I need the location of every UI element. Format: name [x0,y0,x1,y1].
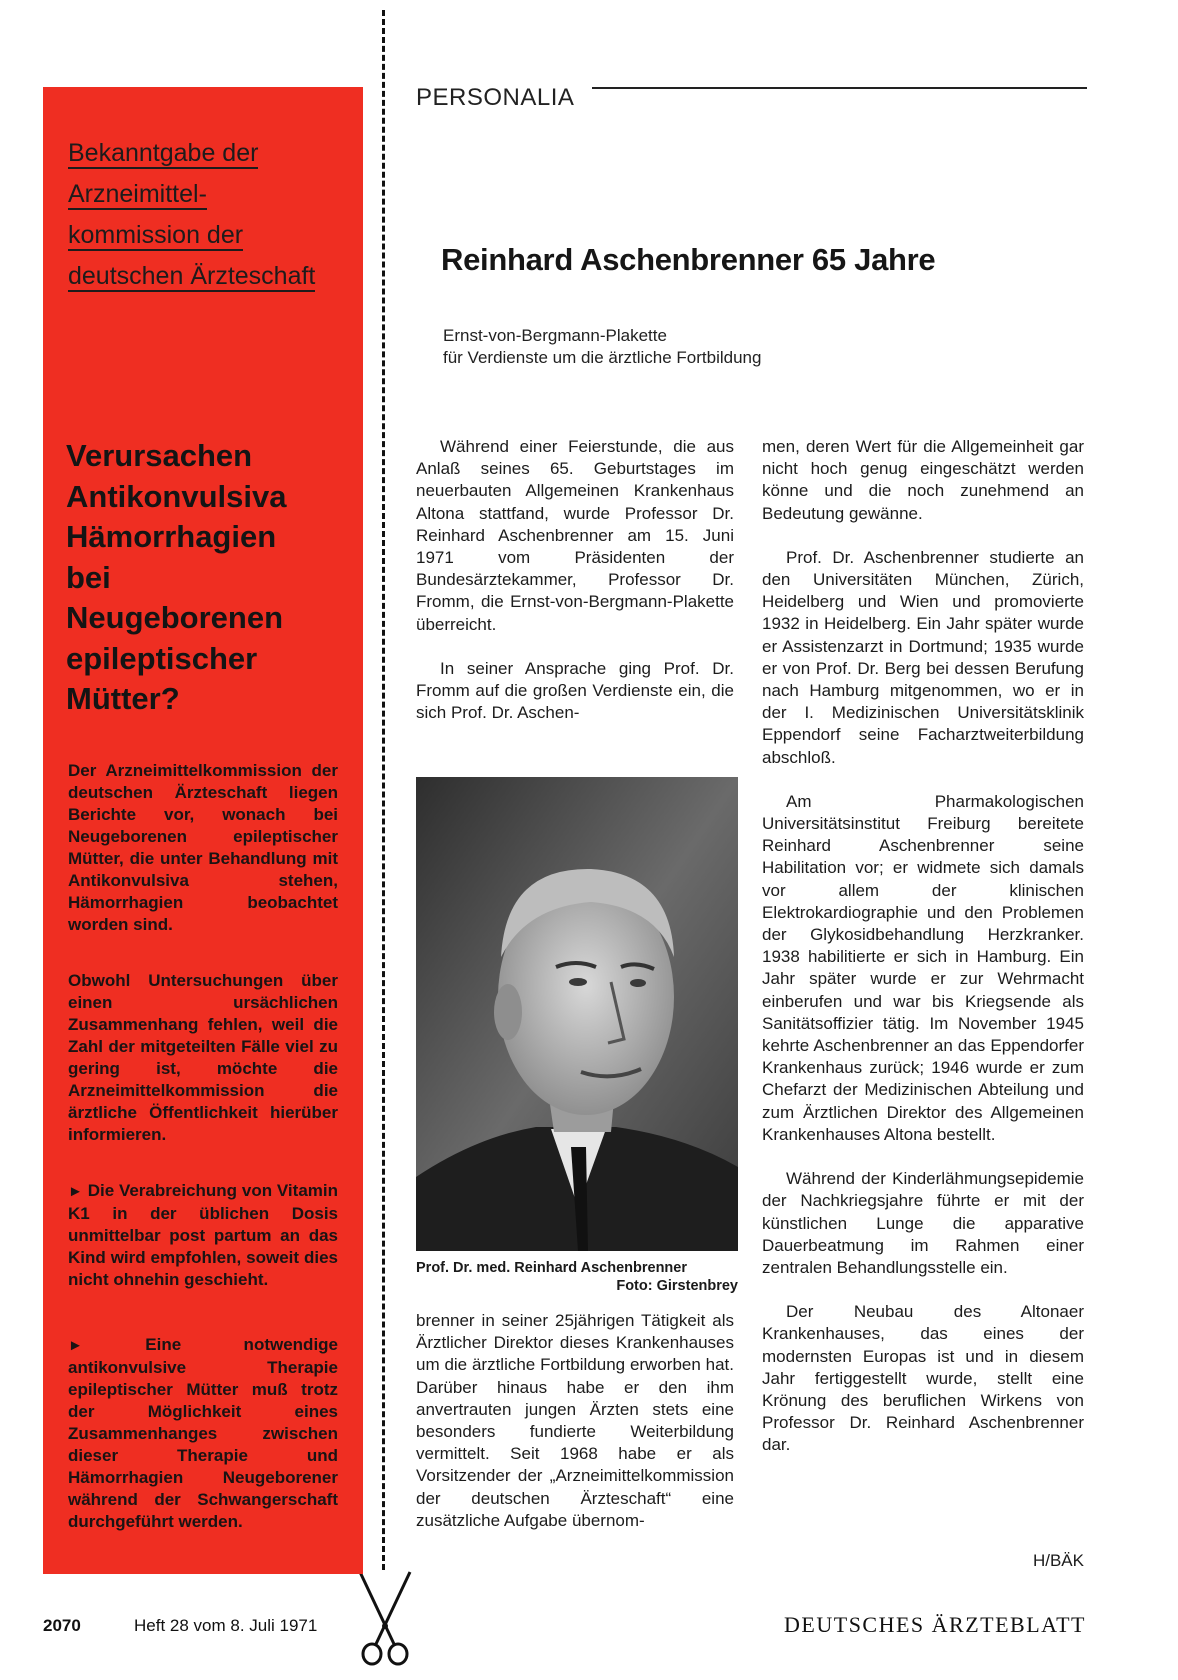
sidebar-heading-line: Arzneimittel- [68,180,207,208]
sidebar-heading-line: Bekanntgabe der [68,139,259,167]
photo-caption [416,1259,738,1295]
portrait-image [416,777,738,1251]
page-number: 2070 [43,1616,81,1635]
article-paragraph: brenner in seiner 25jährigen Tätigkeit als Ärztlicher Direktor dieses Krankenhauses um die ärztliche Fortbildung erworben hat. Darüber hinaus habe er den ihm anvertrauten jungen Ärzten stets eine besonders fundierte Weiterbildung vermittelt. Seit 1968 habe er als Vorsitzender der „Arzneimittelkommission der deutschen Ärzteschaft“ eine zusätzliche Aufgabe übernom- [416,1311,734,1530]
article-subheading: Ernst-von-Bergmann-Plakette [443,326,667,345]
article-column-1-top [416,436,734,724]
journal-name: DEUTSCHES ÄRZTEBLATT [784,1612,1086,1637]
photo-credit: Foto: Girstenbrey [616,1278,738,1294]
scissors-icon [354,1568,416,1668]
sidebar-title-line: Antikonvulsiva [66,478,287,514]
article-paragraph: Während der Kinderlähmungsepidemie der Nachkriegsjahre führte er mit der künstlichen Lunge die apparative Dauerbeatmung im Rahmen einer zentralen Behandlungsstelle ein. [762,1169,1084,1277]
sidebar-title-line: Hämorrhagien [66,519,277,554]
sidebar-title [66,436,351,720]
sidebar-heading [68,133,358,297]
issue-info: Heft 28 vom 8. Juli 1971 [134,1616,318,1635]
sidebar-bullet [68,1180,338,1291]
article-paragraph: men, deren Wert für die Allgemeinheit gar nicht hoch genug eingeschätzt werden könne und die noch zunehmend an Bedeutung gewänne. [762,437,1084,523]
sidebar-title-line: Mütter? [66,681,180,716]
bullet-triangle-icon: ► [68,1337,83,1354]
sidebar-paragraph: Obwohl Untersuchungen über einen ursächlichen Zusammenhang fehlen, weil die Zahl der mitgeteilten Fälle viel zu gering ist, möchte die Arzneimittelkommission die ärztliche Öffentlichkeit hierüber informieren. [68,971,338,1144]
article-paragraph: In seiner Ansprache ging Prof. Dr. Fromm auf die großen Verdienste ein, die sich Prof. Dr. Aschen- [416,658,734,723]
sidebar-title-line: Verursachen [66,438,253,473]
sidebar-title-line: epileptischer [66,640,258,676]
sidebar-title-line: bei [66,559,111,595]
sidebar-bullet [68,1334,338,1533]
article-subheading: für Verdienste um die ärztliche Fortbildung [443,348,762,367]
photo-caption-text: Prof. Dr. med. Reinhard Aschenbrenner [416,1260,687,1276]
sidebar-bullet-text: Die Verabreichung von Vitamin K1 in der üblichen Dosis unmittelbar post partum an das Kind wird empfohlen, soweit dies nicht ohnehin geschieht. [68,1181,338,1289]
article-headline: Reinhard Aschenbrenner 65 Jahre [441,242,936,277]
article-signature: H/BÄK [1032,1551,1084,1570]
article-column-1-bottom [416,1310,734,1532]
article-paragraph: Prof. Dr. Aschenbrenner studierte an den Universitäten München, Zürich, Heidelberg und Wien und promovierte 1932 in Heidelberg. Ein Jahr später wurde er Assistenzarzt in Dortmund; 1935 wurde er von Prof. Dr. Berg bei dessen Berufung nach Hamburg mitgenommen, wo er in der I. Medizinischen Universitätsklinik Eppendorf seine Facharztweiterbildung abschloß. [762,547,1084,767]
section-rule [592,87,1087,89]
portrait-photo [416,777,738,1251]
sidebar-paragraph: Der Arzneimittelkommission der deutschen Ärzteschaft liegen Berichte vor, wonach bei Neugeborenen epileptischer Mütter, die unter Behandlung mit Antikonvulsiva stehen, Hämorrhagien beobachtet worden sind. [68,761,338,934]
sidebar-title-line: Neugeborenen [66,600,284,635]
article-paragraph: Während einer Feierstunde, die aus Anlaß seines 65. Geburtstages im neuerbauten Allgemeinen Krankenhaus Altona stattfand, wurde Professor Dr. Reinhard Aschenbrenner am 15. Juni 1971 vom Präsidenten der Bundesärztekammer, Professor Dr. Fromm, die Ernst-von-Bergmann-Plakette überreicht. [416,437,734,634]
article-column-2 [762,436,1084,1457]
sidebar-bullet-text: Eine notwendige antikonvulsive Therapie epileptischer Mütter muß trotz der Möglichkeit eines Zusammenhanges zwischen dieser Therapie und Hämorrhagien Neugeborener während der Schwangerschaft durchgeführt werden. [68,1335,338,1531]
cut-line [382,10,385,1570]
section-label: PERSONALIA [416,84,575,111]
article-paragraph: Der Neubau des Altonaer Krankenhauses, das eines der modernsten Europas ist und in diesem Jahr fertiggestellt wurde, stellt eine Krönung des beruflichen Wirkens von Professor Dr. Reinhard Aschenbrenner dar. [762,1302,1084,1455]
sidebar-heading-line: kommission der [68,221,244,249]
bullet-triangle-icon: ► [68,1183,83,1200]
article-paragraph: Am Pharmakologischen Universitätsinstitut Freiburg bereitete Reinhard Aschenbrenner seine Habilitation vor; er widmete sich damals vor allem der klinischen Elektrokardiographie und den Problemen der Glykosidbehandlung Herzkranker. 1938 habilitierte er sich in Hamburg. Ein Jahr später wurde er zur Wehrmacht einberufen und war bis Kriegsende als Sanitätsoffizier tätig. Im November 1945 kehrte Aschenbrenner an das Eppendorfer Krankenhaus zurück; 1946 wurde er zum Chefarzt der Medizinischen Abteilung und zum Ärztlichen Direktor des Allgemeinen Krankenhauses Altona bestellt. [762,791,1084,1144]
sidebar-heading-line: deutschen Ärzteschaft [68,262,316,290]
